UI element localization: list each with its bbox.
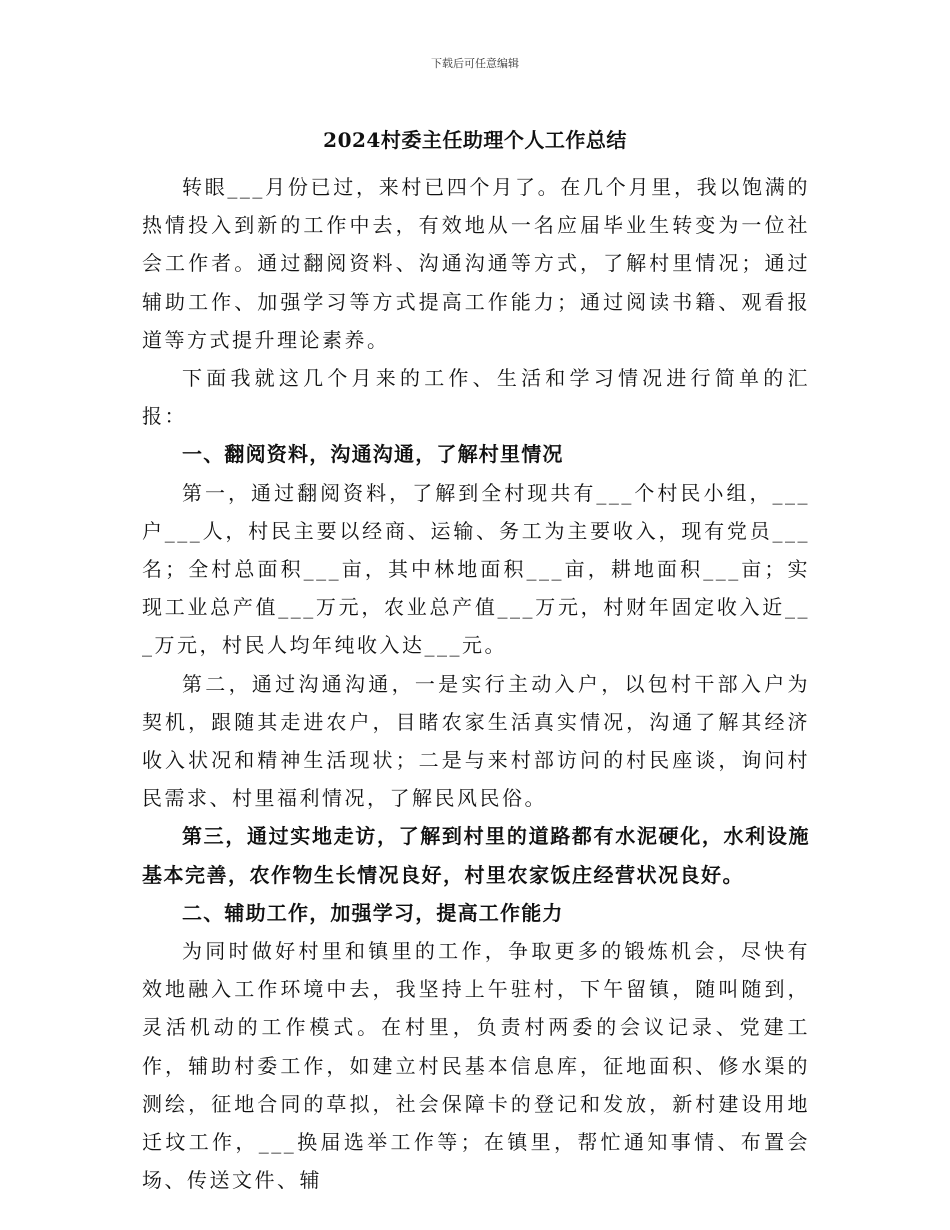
paragraph-report-lead: 下面我就这几个月来的工作、生活和学习情况进行简单的汇报： xyxy=(142,366,810,429)
paragraph-second: 第二，通过沟通沟通，一是实行主动入户，以包村干部入户为契机，跟随其走进农户，目睹农家生活真实情况，沟通了解其经济收入状况和精神生活现状；二是与来村部访问的村民座谈，询问村民需求、村里福利情况，了解民风民俗。 xyxy=(142,671,810,811)
document-title: 2024村委主任助理个人工作总结 xyxy=(323,128,627,152)
paragraph-intro: 转眼___月份已过，来村已四个月了。在几个月里，我以饱满的热情投入到新的工作中去，有效地从一名应届毕业生转变为一位社会工作者。通过翻阅资料、沟通沟通等方式，了解村里情况；通过辅助工作、加强学习等方式提高工作能力；通过阅读书籍、观看报道等方式提升理论素养。 xyxy=(142,175,810,352)
section-heading-1: 一、翻阅资料，沟通沟通，了解村里情况 xyxy=(182,442,564,467)
paragraph-first: 第一，通过翻阅资料，了解到全村现共有___个村民小组，___户___人，村民主要以经商、运输、务工为主要收入，现有党员___名；全村总面积___亩，其中林地面积___亩，耕地面积___亩；实现工业总产值___万元，农业总产值___万元，村财年固定收入近___万元，村民人均年纯收入达___元。 xyxy=(142,480,810,658)
header-note: 下载后可任意编辑 xyxy=(431,57,519,70)
paragraph-work-mode: 为同时做好村里和镇里的工作，争取更多的锻炼机会，尽快有效地融入工作环境中去，我坚持上午驻村，下午留镇，随叫随到，灵活机动的工作模式。在村里，负责村两委的会议记录、党建工作，辅助村委工作，如建立村民基本信息库，征地面积、修水渠的测绘，征地合同的草拟，社会保障卡的登记和发放，新村建设用地迁坟工作，___换届选举工作等；在镇里，帮忙通知事情、布置会场、传送文件、辅 xyxy=(142,939,810,1193)
document-body xyxy=(142,168,810,1199)
paragraph-third: 第三，通过实地走访，了解到村里的道路都有水泥硬化，水利设施基本完善，农作物生长情况良好，村里农家饭庄经营状况良好。 xyxy=(142,824,810,887)
section-heading-2: 二、辅助工作，加强学习，提高工作能力 xyxy=(182,900,564,925)
